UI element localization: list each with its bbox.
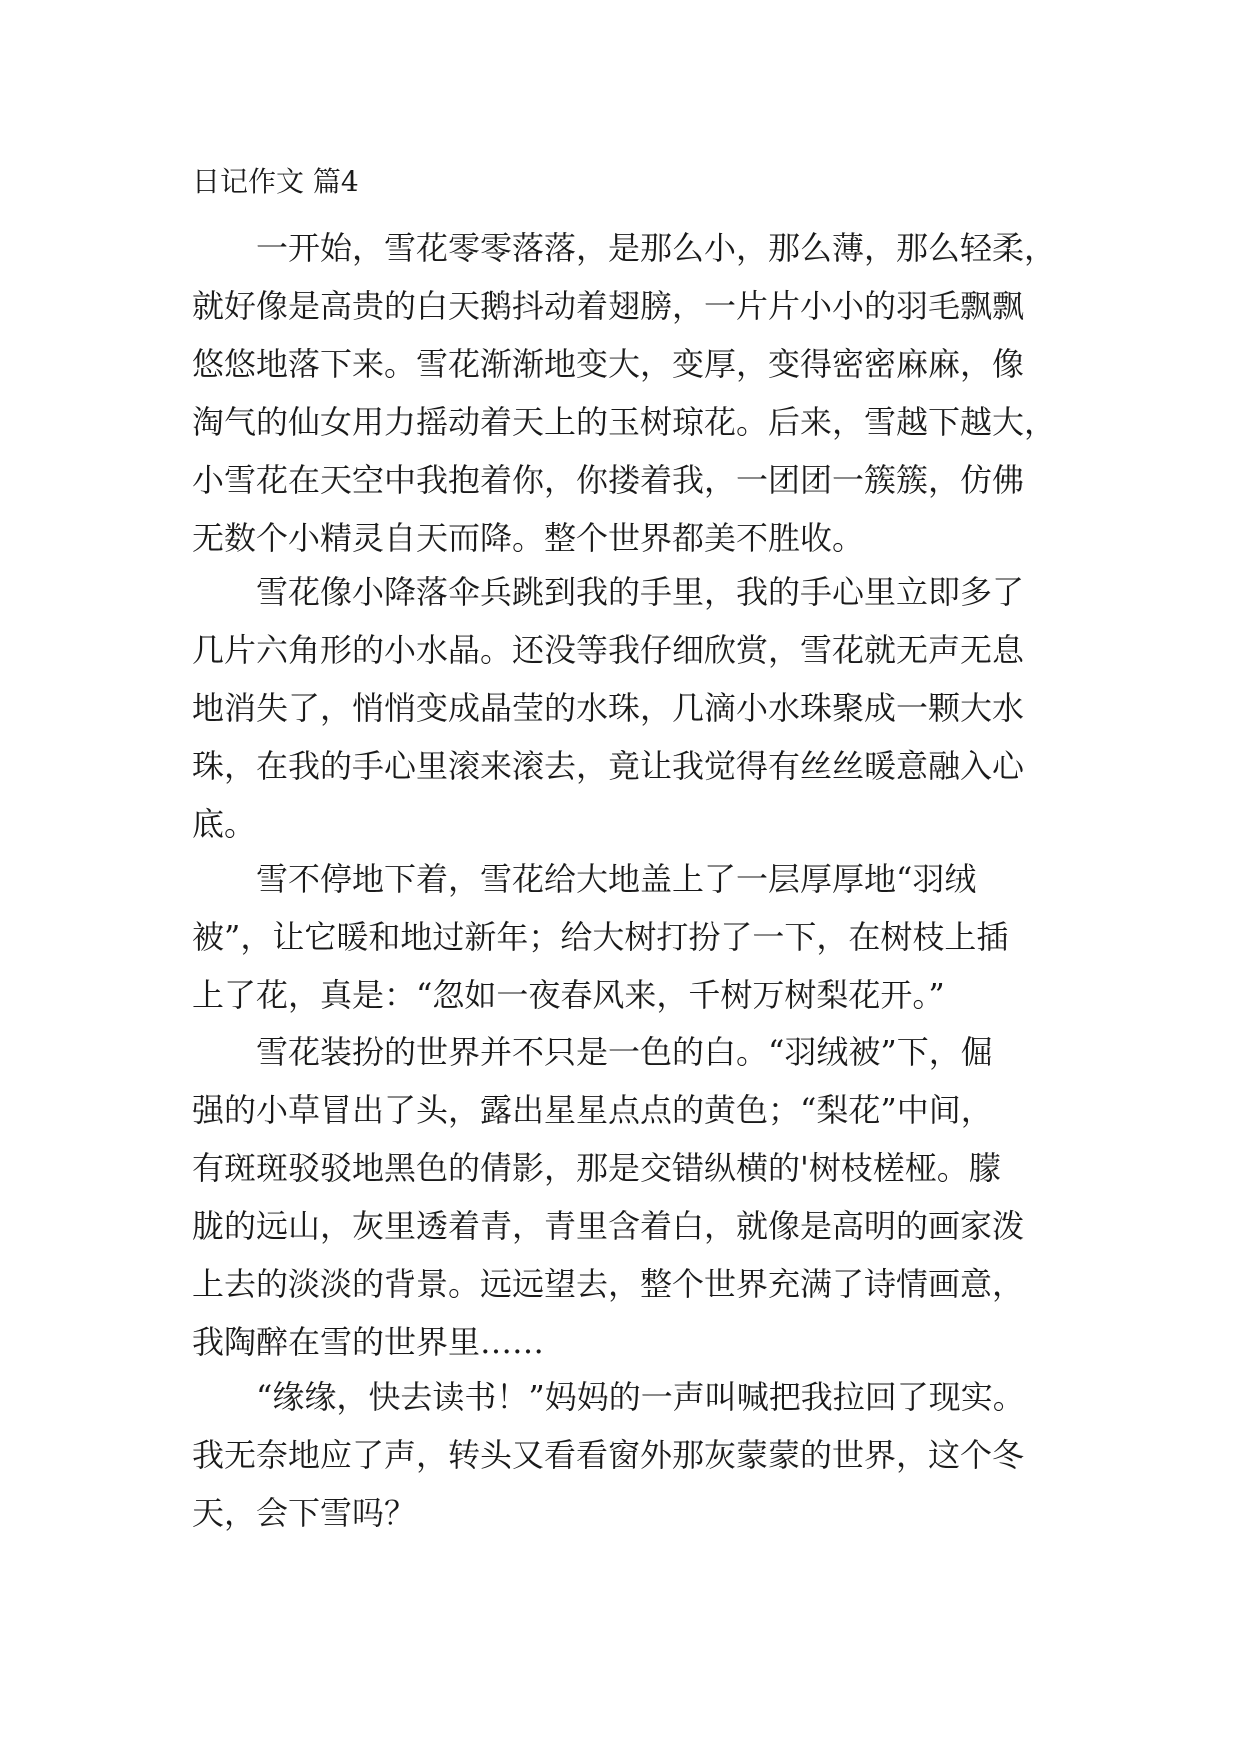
paragraph-line: 有斑斑驳驳地黑色的倩影，那是交错纵横的'树枝槎桠。朦 xyxy=(192,1149,1001,1187)
paragraph-line: 无数个小精灵自天而降。整个世界都美不胜收。 xyxy=(192,519,865,557)
paragraph-line: 一开始，雪花零零落落，是那么小，那么薄，那么轻柔， xyxy=(256,229,1057,267)
paragraph-line: 上了花，真是：“忽如一夜春风来，千树万树梨花开。” xyxy=(192,976,945,1014)
paragraph-4 xyxy=(192,1023,1024,1371)
paragraph-1 xyxy=(192,219,1056,567)
document-title: 日记作文 篇4 xyxy=(192,165,359,198)
paragraph-line: 我无奈地应了声，转头又看看窗外那灰蒙蒙的世界，这个冬 xyxy=(192,1436,1025,1474)
paragraph-line: 地消失了，悄悄变成晶莹的水珠，几滴小水珠聚成一颗大水 xyxy=(192,689,1025,727)
paragraph-line: 天，会下雪吗？ xyxy=(192,1494,417,1532)
paragraph-line: 雪花像小降落伞兵跳到我的手里，我的手心里立即多了 xyxy=(256,573,1025,611)
paragraph-line: 底。 xyxy=(192,805,257,843)
paragraph-5 xyxy=(192,1368,1025,1542)
paragraph-line: 珠，在我的手心里滚来滚去，竟让我觉得有丝丝暖意融入心 xyxy=(192,747,1025,785)
paragraph-line: 淘气的仙女用力摇动着天上的玉树琼花。后来，雪越下越大， xyxy=(192,403,1057,441)
paragraph-2 xyxy=(192,563,1024,853)
paragraph-line: “缘缘，快去读书！”妈妈的一声叫喊把我拉回了现实。 xyxy=(256,1378,1025,1416)
paragraph-line: 雪花装扮的世界并不只是一色的白。“羽绒被”下，倔 xyxy=(256,1033,993,1071)
paragraph-line: 上去的淡淡的背景。远远望去，整个世界充满了诗情画意， xyxy=(192,1265,1025,1303)
paragraph-line: 雪不停地下着，雪花给大地盖上了一层厚厚地“羽绒 xyxy=(256,860,977,898)
paragraph-line: 悠悠地落下来。雪花渐渐地变大，变厚，变得密密麻麻，像 xyxy=(192,345,1025,383)
paragraph-3 xyxy=(192,850,1008,1024)
paragraph-line: 我陶醉在雪的世界里…… xyxy=(192,1323,545,1361)
paragraph-line: 几片六角形的小水晶。还没等我仔细欣赏，雪花就无声无息 xyxy=(192,631,1025,669)
paragraph-line: 强的小草冒出了头，露出星星点点的黄色；“梨花”中间， xyxy=(192,1091,993,1129)
paragraph-line: 胧的远山，灰里透着青，青里含着白，就像是高明的画家泼 xyxy=(192,1207,1025,1245)
paragraph-line: 被”，让它暖和地过新年；给大树打扮了一下，在树枝上插 xyxy=(192,918,1009,956)
paragraph-line: 小雪花在天空中我抱着你，你搂着我，一团团一簇簇，仿佛 xyxy=(192,461,1025,499)
paragraph-line: 就好像是高贵的白天鹅抖动着翅膀，一片片小小的羽毛飘飘 xyxy=(192,287,1025,325)
